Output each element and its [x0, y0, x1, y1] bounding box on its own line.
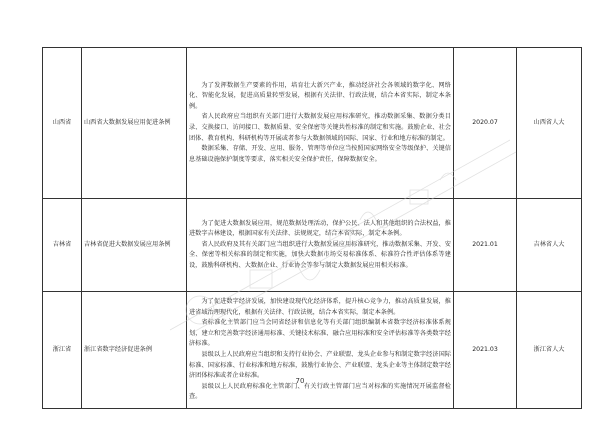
content-cell: [187, 199, 454, 292]
content-paragraph: 省人民政府应当组织有关部门进行大数据发展应用标准研究，推动数据采集、数据分类目录、交换接口、访问接口、数据质量、安全保密等关键共性标准的制定和实施。鼓励企业、社会团体、教育机构、科研机构等开展或者参与大数据领域的国际、国家、行业和地方标准的制定。: [189, 113, 451, 142]
table-row: [43, 292, 582, 409]
regulation-title-cell: 吉林省促进大数据发展应用条例: [82, 199, 187, 292]
content-paragraph: 数据采集、存储、开发、应用、服务、管理等单位应当按照国家网络安全等级保护、关键信息基础设施保护制度等要求，落实相关安全保护责任，保障数据安全。: [189, 145, 451, 163]
date-cell: 2020.07: [454, 48, 517, 199]
content-paragraph: 为了促进数字经济发展，加快建设现代化经济体系，提升核心竞争力，推动高质量发展，推进省域治理现代化，根据有关法律、行政法规，结合本省实际，制定本条例。: [189, 298, 451, 316]
province-cell: 浙江省: [43, 292, 82, 409]
table-row: [43, 199, 582, 292]
issuing-body-cell: 山西省人大: [517, 48, 582, 199]
content-paragraph: 为了发挥数据生产要素的作用，培育壮大新兴产业，推动经济社会各领域的数字化、网络化、智能化发展，促进高质量转型发展，根据有关法律、行政法规，结合本省实际，制定本条例。: [189, 81, 451, 110]
content-paragraph: 为了促进大数据发展应用，规范数据处理活动，保护公民、法人和其他组织的合法权益，推进数字吉林建设，根据国家有关法律、法规规定，结合本省实际，制定本条例。: [189, 219, 451, 238]
date-cell: 2021.03: [454, 292, 517, 409]
table-row: [43, 48, 582, 199]
content-paragraph: 省人民政府及其有关部门应当组织进行大数据发展应用标准研究，推动数据采集、开发、安全、保密等相关标准的制定和实施，加快大数据市场交易标准体系、标准符合性评估体系等建设，鼓励科研机构、大数据企业、行业协会等参与制定大数据发展应用相关标准。: [189, 240, 451, 269]
content-cell: [187, 292, 454, 409]
province-cell: 吉林省: [43, 199, 82, 292]
date-cell: 2021.01: [454, 199, 517, 292]
regulation-title-cell: 山西省大数据发展应用促进条例: [82, 48, 187, 199]
content-paragraph: 县级以上人民政府应当组织和支持行业协会、产业联盟、龙头企业参与和制定数字经济国际标准、国家标准、行业标准和地方标准，鼓励行业协会、产业联盟、龙头企业等主体制定数字经济团体标准或者企业标准。: [189, 351, 451, 380]
regulations-table: [42, 47, 582, 409]
content-paragraph: 县级以上人民政府标准化主管部门、有关行政主管部门应当对标准的实施情况开展监督检查。: [189, 382, 451, 401]
content-cell: [187, 48, 454, 199]
issuing-body-cell: 浙江省人大: [517, 292, 582, 409]
content-paragraph: 省标准化主管部门应当会同省经济和信息化等有关部门组织编制本省数字经济标准体系规划，建立和完善数字经济通用标准、关键技术标准、融合应用标准和安全评估标准等各类数字经济标准。: [189, 319, 451, 348]
issuing-body-cell: 吉林省人大: [517, 199, 582, 292]
province-cell: 山西省: [43, 48, 82, 199]
regulation-title-cell: 浙江省数字经济促进条例: [82, 292, 187, 409]
page-number: 70: [295, 377, 305, 385]
